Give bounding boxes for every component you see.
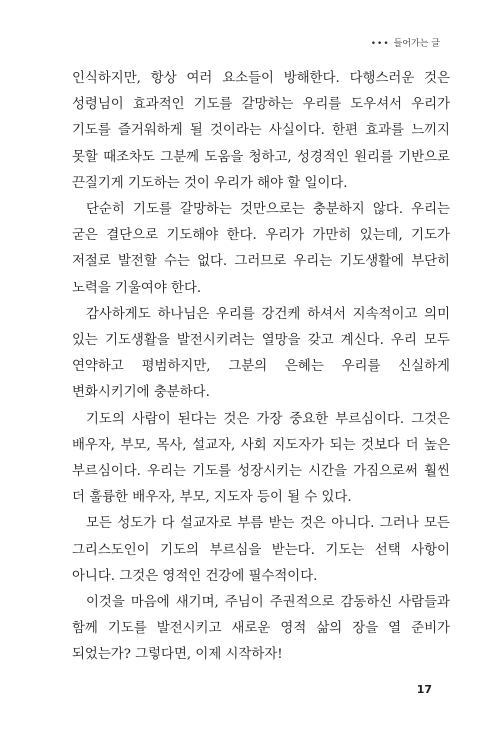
header-marker: ••• — [370, 39, 390, 49]
paragraph: 이것을 마음에 새기며, 주님이 주권적으로 감동하신 사람들과 함께 기도를 발전시키고 새로운 영적 삶의 장을 열 준비가 되었는가? 그렇다면, 이제 시작하자! — [72, 595, 450, 663]
paragraph: 기도의 사람이 된다는 것은 가장 중요한 부르심이다. 그것은 배우자, 부모, 목사, 설교자, 사회 지도자가 되는 것보다 더 높은 부르심이다. 우리는 기도를 성장시키는 시간을 가짐으로써 훨씬 더 훌륭한 배우자, 부모, 지도자 등이 될 수 있다. — [72, 411, 450, 506]
body-text — [72, 66, 450, 669]
page-number: 17 — [416, 683, 432, 696]
running-header — [371, 36, 440, 49]
paragraph: 감사하게도 하나님은 우리를 강건케 하셔서 지속적이고 의미 있는 기도생활을 발전시키려는 열망을 갖고 계신다. 우리 모두 연약하고 평범하지만, 그분의 은혜는 우리를 신실하게 변화시키기에 충분하다. — [72, 306, 450, 401]
paragraph: 인식하지만, 항상 여러 요소들이 방해한다. 다행스러운 것은 성령님이 효과적인 기도를 갈망하는 우리를 도우셔서 우리가 기도를 즐거워하게 될 것이라는 사실이다. 한편 효과를 느끼지 못할 때조차도 그분께 도움을 청하고, 성경적인 원리를 기반으로 끈질기게 기도하는 것이 우리가 해야 할 일이다. — [72, 71, 450, 191]
paragraph: 단순히 기도를 갈망하는 것만으로는 충분하지 않다. 우리는 굳은 결단으로 기도해야 한다. 우리가 가만히 있는데, 기도가 저절로 발전할 수는 없다. 그러므로 우리는 기도생활에 부단히 노력을 기울여야 한다. — [72, 202, 450, 296]
header-section-title: 들어가는 글 — [393, 39, 440, 49]
paragraph: 모든 성도가 다 설교자로 부름 받는 것은 아니다. 그러나 모든 그리스도인이 기도의 부르심을 받는다. 기도는 선택 사항이 아니다. 그것은 영적인 건강에 필수적이다. — [72, 516, 450, 584]
